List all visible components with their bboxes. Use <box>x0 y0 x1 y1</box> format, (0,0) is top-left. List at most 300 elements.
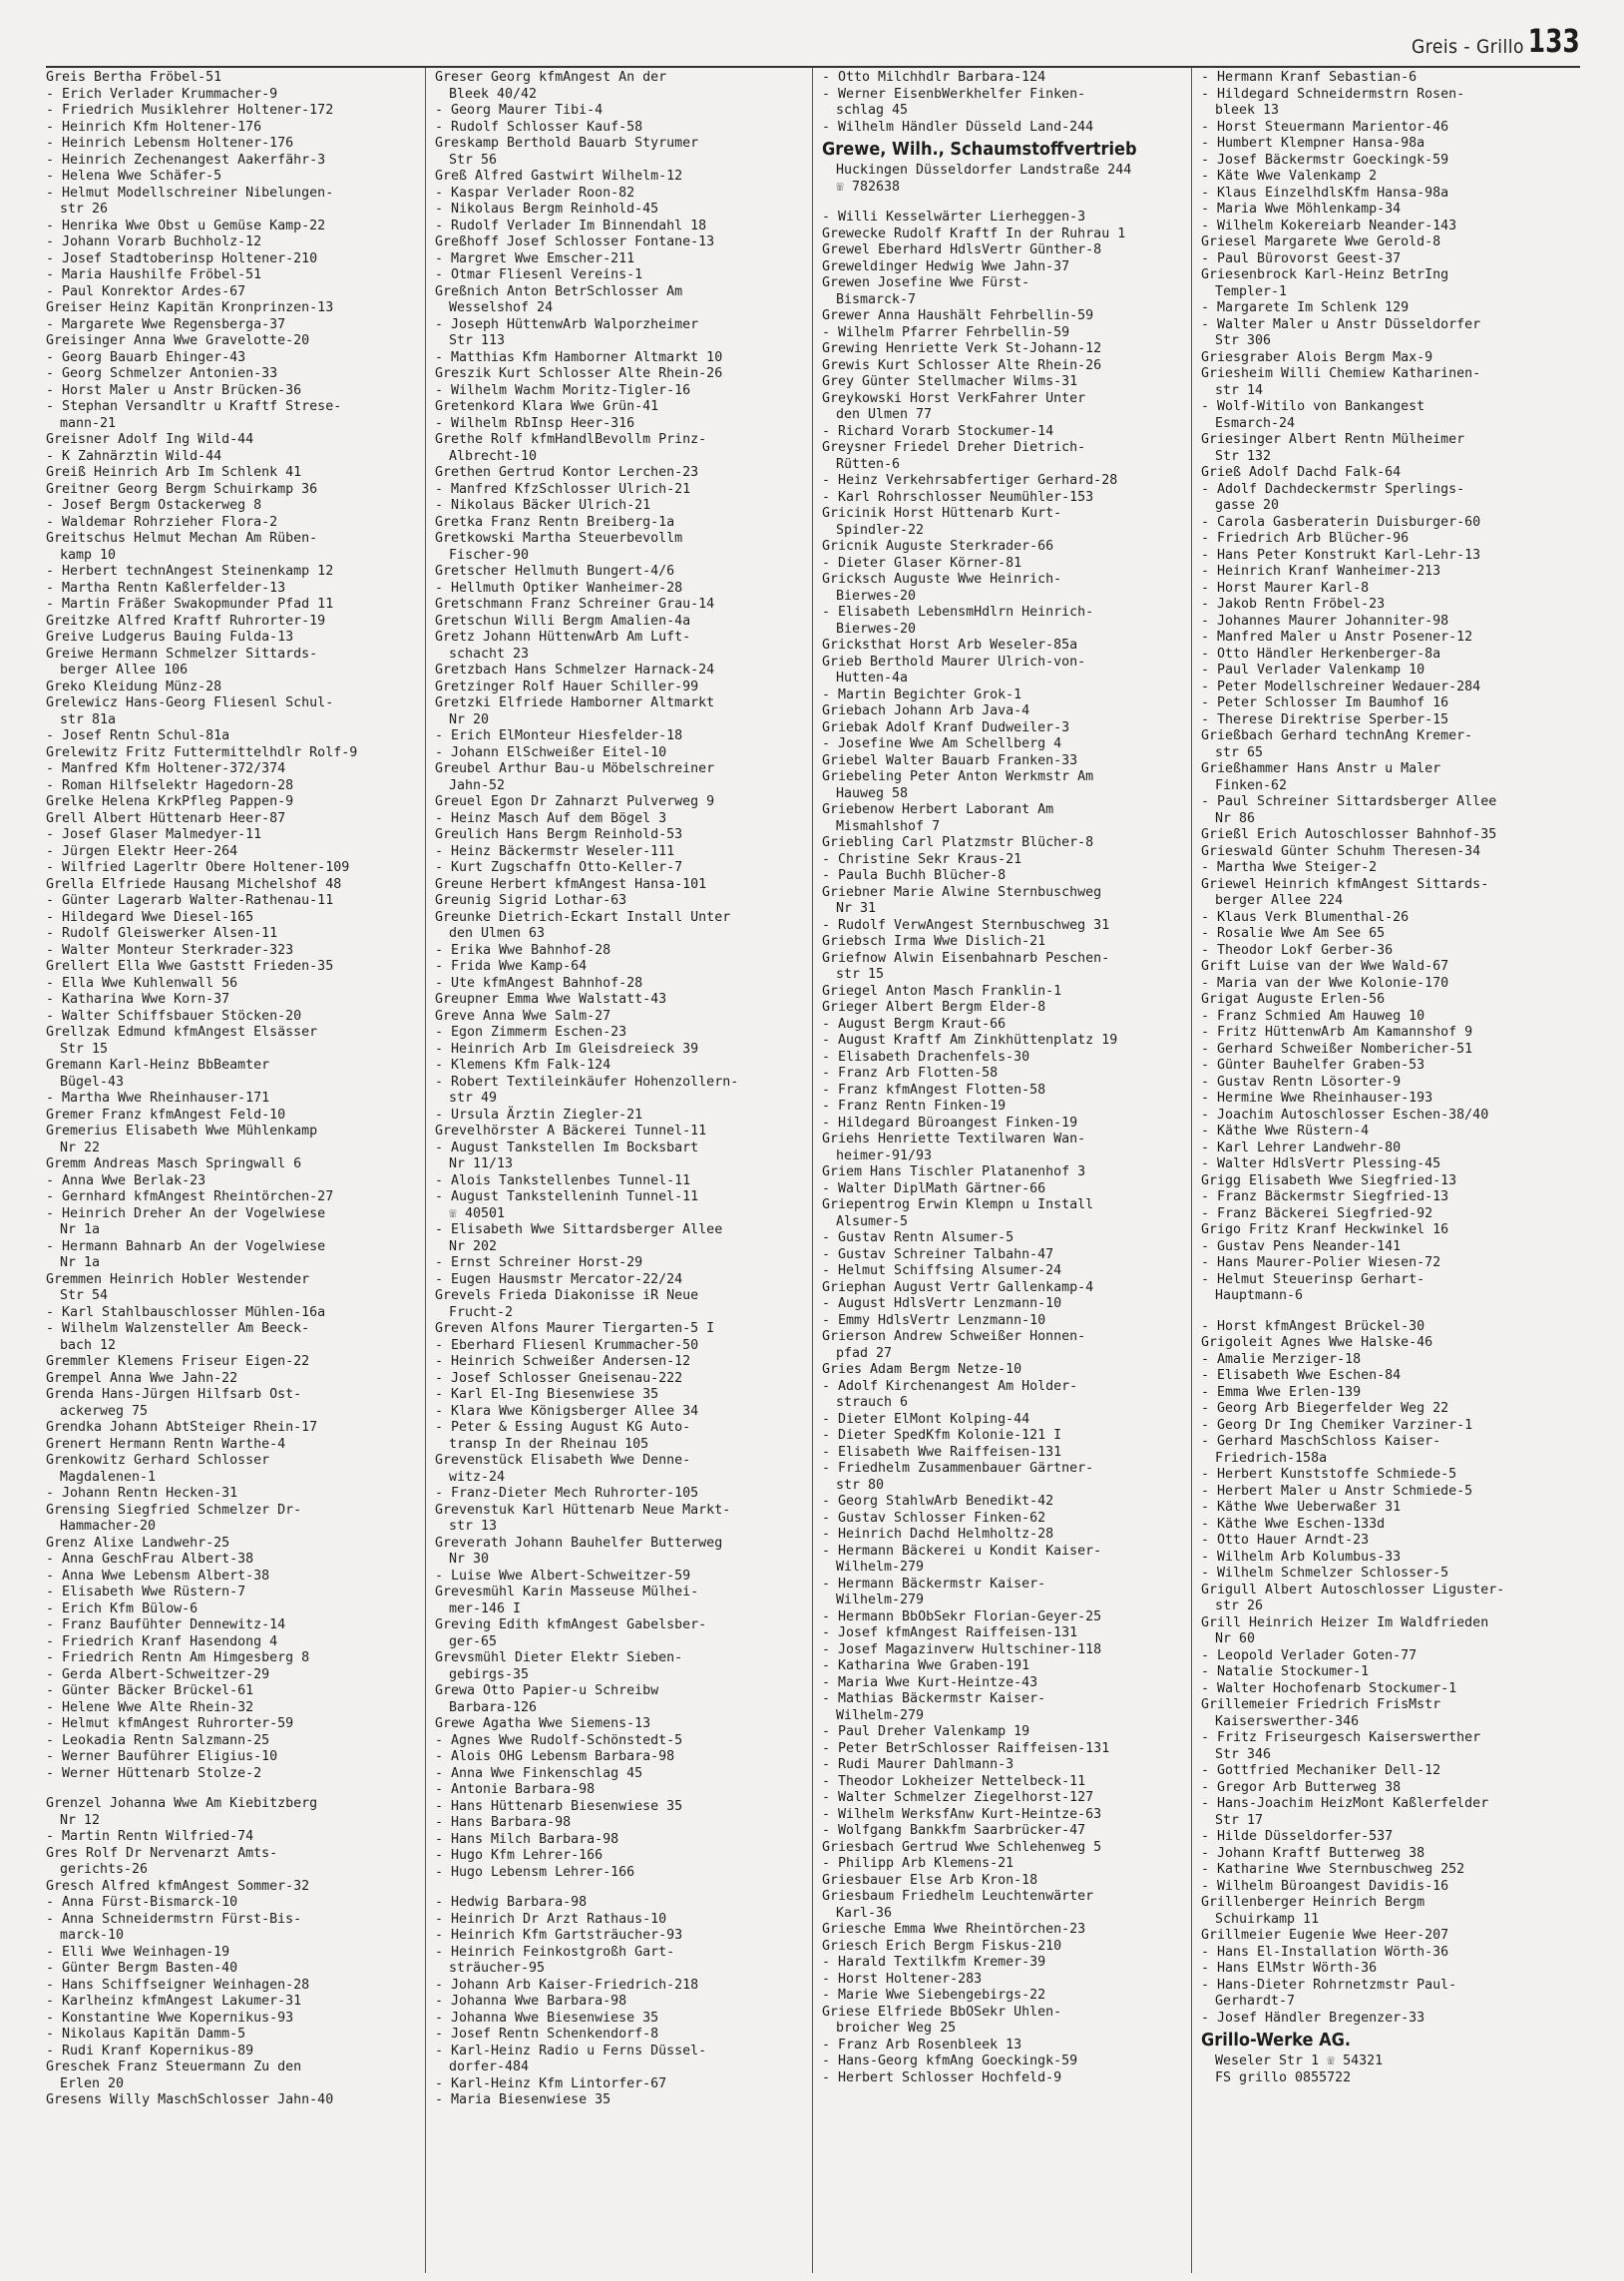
sub-entry: - Helmut Schiffsing Alsumer-24 <box>822 1263 1062 1278</box>
directory-entry: Greko Kleidung Münz-28 <box>46 679 222 694</box>
sub-entry: - Otto Milchhdlr Barbara-124 <box>822 70 1046 85</box>
entry-continuation: Templer-1 <box>1215 283 1288 299</box>
directory-entry: Greune Herbert kfmAngest Hansa-101 <box>435 876 707 892</box>
entry-continuation: ☏ 782638 <box>836 179 901 195</box>
directory-entry: Griesch Erich Bergm Fiskus-210 <box>822 1938 1062 1954</box>
sub-entry: - Paul Konrektor Ardes-67 <box>46 283 246 299</box>
directory-entry: Griesgraber Alois Bergm Max-9 <box>1201 349 1433 365</box>
sub-entry: - Günter Bergm Basten-40 <box>46 1961 238 1976</box>
sub-entry: - Heinrich Feinkostgroßh Gart- <box>435 1944 675 1960</box>
sub-entry: - Peter & Essing August KG Auto- <box>435 1420 691 1435</box>
entry-continuation: Schuirkamp 11 <box>1215 1911 1320 1927</box>
sub-entry: - Käthe Wwe Rüstern-4 <box>1201 1124 1370 1139</box>
entry-continuation: transp In der Rheinau 105 <box>449 1436 649 1452</box>
directory-entry: Grevesmühl Karin Masseuse Mülhei- <box>435 1585 699 1599</box>
sub-entry: - Hans-Dieter Rohrnetzmstr Paul- <box>1201 1977 1457 1993</box>
sub-entry: - Jürgen Elektr Heer-264 <box>46 843 238 859</box>
directory-entry: Grendka Johann AbtSteiger Rhein-17 <box>46 1420 318 1435</box>
directory-entry: Gretzinger Rolf Hauer Schiller-99 <box>435 679 699 694</box>
entry-continuation: Str 306 <box>1215 333 1272 348</box>
sub-entry: - Käthe Wwe Eschen-133d <box>1201 1516 1386 1532</box>
sub-entry: - Anna Wwe Finkenschlag 45 <box>435 1765 643 1781</box>
sub-entry: - Heinrich Lebensm Holtener-176 <box>46 136 294 151</box>
sub-entry: - Johanna Wwe Biesenwiese 35 <box>435 2010 659 2026</box>
sub-entry: - Käte Wwe Valenkamp 2 <box>1201 169 1378 184</box>
sub-entry: - Wilhelm Schmelzer Schlosser-5 <box>1201 1566 1449 1581</box>
entry-continuation: Nr 11/13 <box>449 1156 514 1171</box>
directory-entry: Grenkowitz Gerhard Schlosser <box>46 1453 270 1468</box>
sub-entry: - Peter BetrSchlosser Raiffeisen-131 <box>822 1740 1110 1756</box>
sub-entry: - Hans ElMstr Wörth-36 <box>1201 1961 1378 1976</box>
sub-entry: - Elisabeth Drachenfels-30 <box>822 1049 1030 1065</box>
entry-continuation: Alsumer-5 <box>836 1213 909 1229</box>
directory-column-1 <box>46 70 425 2109</box>
directory-entry: Greisinger Anna Wwe Gravelotte-20 <box>46 333 310 348</box>
directory-entry: Grewa Otto Papier-u Schreibw <box>435 1683 659 1698</box>
sub-entry: - Johanna Wwe Barbara-98 <box>435 1994 627 2009</box>
directory-entry: Griesheim Willi Chemiew Katharinen- <box>1201 366 1481 381</box>
sub-entry: - Nikolaus Bäcker Ulrich-21 <box>435 498 651 513</box>
firm-heading: Grewe, Wilh., Schaumstoffvertrieb <box>822 139 1137 160</box>
entry-continuation: Spindler-22 <box>836 522 925 538</box>
sub-entry: - Egon Zimmerm Eschen-23 <box>435 1025 627 1040</box>
sub-entry: - Wilhelm Büroangest Davidis-16 <box>1201 1878 1449 1894</box>
sub-entry: - Carola Gasberaterin Duisburger-60 <box>1201 514 1481 530</box>
sub-entry: - Johannes Maurer Johanniter-98 <box>1201 613 1449 629</box>
directory-entry: Griebeling Peter Anton Werkmstr Am <box>822 769 1094 784</box>
sub-entry: - Werner Bauführer Eligius-10 <box>46 1749 278 1764</box>
entry-continuation: broicher Weg 25 <box>836 2021 957 2036</box>
entry-continuation: mann-21 <box>60 415 117 431</box>
sub-entry: - Eberhard Fliesenl Krummacher-50 <box>435 1337 699 1353</box>
page-number: 133 <box>1527 22 1580 60</box>
directory-entry: Greysner Friedel Dreher Dietrich- <box>822 440 1086 455</box>
directory-entry: Greiser Heinz Kapitän Kronprinzen-13 <box>46 300 334 315</box>
sub-entry: - Paula Buchh Blücher-8 <box>822 868 1007 883</box>
entry-continuation: Nr 1a <box>60 1255 101 1270</box>
entry-continuation: Hauptmann-6 <box>1215 1288 1304 1303</box>
entry-continuation: ☏ 40501 <box>449 1205 506 1221</box>
sub-entry: - Johann Vorarb Buchholz-12 <box>46 234 262 249</box>
directory-entry: Grieß Adolf Dachd Falk-64 <box>1201 465 1402 480</box>
directory-entry: Griebsch Irma Wwe Dislich-21 <box>822 934 1046 949</box>
directory-entry: Grevsmühl Dieter Elektr Sieben- <box>435 1650 683 1665</box>
sub-entry: - Kaspar Verlader Roon-82 <box>435 185 635 201</box>
directory-entry: Greunke Dietrich-Eckart Install Unter <box>435 909 731 925</box>
entry-continuation: Erlen 20 <box>60 2075 125 2091</box>
directory-entry: Griebach Johann Arb Java-4 <box>822 703 1030 718</box>
directory-entry: Grewen Josefine Wwe Fürst- <box>822 275 1030 290</box>
sub-entry: - Henrika Wwe Obst u Gemüse Kamp-22 <box>46 218 326 233</box>
entry-continuation: str 14 <box>1215 382 1264 398</box>
directory-entry: Griepentrog Erwin Klempn u Install <box>822 1197 1094 1212</box>
sub-entry: - Werner EisenbWerkhelfer Finken- <box>822 86 1086 102</box>
sub-entry: - Gustav Schlosser Finken-62 <box>822 1510 1046 1526</box>
directory-entry: Grella Elfriede Hausang Michelshof 48 <box>46 876 342 892</box>
sub-entry: - Rudolf VerwAngest Sternbuschweg 31 <box>822 917 1110 933</box>
sub-entry: - Franz Arb Flotten-58 <box>822 1066 999 1081</box>
entry-gap <box>822 196 1201 210</box>
sub-entry: - Maria Wwe Kurt-Heintze-43 <box>822 1674 1038 1690</box>
sub-entry: - Werner Hüttenarb Stolze-2 <box>46 1765 262 1781</box>
directory-entry: Gretzki Elfriede Hamborner Altmarkt <box>435 695 715 710</box>
sub-entry: - Gustav Rentn Lösorter-9 <box>1201 1074 1402 1090</box>
directory-entry: Grethe Rolf kfmHandlBevollm Prinz- <box>435 432 707 447</box>
entry-continuation: Barbara-126 <box>449 1699 538 1715</box>
sub-entry: - Heinrich Kfm Gartsträucher-93 <box>435 1928 683 1943</box>
entry-continuation: den Ulmen 63 <box>449 926 546 941</box>
sub-entry: - Erich Kfm Bülow-6 <box>46 1600 199 1616</box>
sub-entry: - Georg StahlwArb Benedikt-42 <box>822 1494 1054 1509</box>
sub-entry: - Hildegard Schneidermstrn Rosen- <box>1201 86 1465 102</box>
sub-entry: - Therese Direktrise Sperber-15 <box>1201 711 1449 727</box>
entry-continuation: Nr 31 <box>836 901 877 916</box>
directory-entry: Gricinik Horst Hüttenarb Kurt- <box>822 506 1062 521</box>
sub-entry: - Leokadia Rentn Salzmann-25 <box>46 1732 270 1748</box>
directory-entry: Greitner Georg Bergm Schuirkamp 36 <box>46 481 318 497</box>
sub-entry: - Erika Wwe Bahnhof-28 <box>435 942 611 958</box>
entry-continuation: Nr 12 <box>60 1812 101 1828</box>
directory-entry: Greykowski Horst VerkFahrer Unter <box>822 390 1086 406</box>
entry-continuation: marck-10 <box>60 1928 125 1943</box>
sub-entry: - Elisabeth Wwe Raiffeisen-131 <box>822 1444 1062 1460</box>
directory-entry: Grethen Gertrud Kontor Lerchen-23 <box>435 465 699 480</box>
entry-continuation: sträucher-95 <box>449 1961 546 1976</box>
directory-entry: Griebel Walter Bauarb Franken-33 <box>822 752 1078 768</box>
sub-entry: - Hugo Kfm Lehrer-166 <box>435 1848 604 1863</box>
sub-entry: - August Kraftf Am Zinkhüttenplatz 19 <box>822 1033 1118 1048</box>
sub-entry: - Antonie Barbara-98 <box>435 1782 596 1797</box>
sub-entry: - Gottfried Mechaniker Dell-12 <box>1201 1763 1441 1778</box>
directory-entry: Gretkowski Martha Steuerbevollm <box>435 531 683 546</box>
sub-entry: - Johann Kraftf Butterweg 38 <box>1201 1845 1425 1861</box>
sub-entry: - Alois OHG Lebensm Barbara-98 <box>435 1749 675 1764</box>
sub-entry: - August Bergm Kraut-66 <box>822 1016 1007 1032</box>
entry-continuation: berger Allee 106 <box>60 663 189 678</box>
directory-entry: Gretzbach Hans Schmelzer Harnack-24 <box>435 663 715 678</box>
sub-entry: - Fritz HüttenwArb Am Kamannshof 9 <box>1201 1025 1473 1040</box>
sub-entry: - Franz kfmAngest Flotten-58 <box>822 1082 1046 1098</box>
sub-entry: - Heinrich Dreher An der Vogelwiese <box>46 1205 326 1221</box>
sub-entry: - Günter Bauhelfer Graben-53 <box>1201 1058 1425 1073</box>
sub-entry: - Franz Bäckermstr Siegfried-13 <box>1201 1189 1449 1204</box>
sub-entry: - Leopold Verlader Goten-77 <box>1201 1647 1418 1663</box>
sub-entry: - Heinz Verkehrsabfertiger Gerhard-28 <box>822 473 1118 488</box>
directory-entry: Greßnich Anton BetrSchlosser Am <box>435 283 683 299</box>
sub-entry: - Margarete Wwe Regensberga-37 <box>46 316 286 332</box>
directory-entry: Grigull Albert Autoschlosser Liguster- <box>1201 1582 1505 1597</box>
directory-column-3 <box>822 70 1201 2086</box>
sub-entry: - Herbert technAngest Steinenkamp 12 <box>46 564 334 579</box>
directory-entry: Grigg Elisabeth Wwe Siegfried-13 <box>1201 1172 1457 1188</box>
directory-entry: Gretschmann Franz Schreiner Grau-14 <box>435 597 715 612</box>
sub-entry: - Hans Milch Barbara-98 <box>435 1831 619 1847</box>
sub-entry: - Wilfried Lagerltr Obere Holtener-109 <box>46 860 350 875</box>
sub-entry: - Natalie Stockumer-1 <box>1201 1664 1370 1679</box>
sub-entry: - Emmy HdlsVertr Lenzmann-10 <box>822 1312 1046 1328</box>
sub-entry: - Herbert Schlosser Hochfeld-9 <box>822 2069 1062 2085</box>
entry-continuation: kamp 10 <box>60 547 117 563</box>
entry-continuation: Finken-62 <box>1215 777 1288 793</box>
directory-entry: Grelewitz Fritz Futtermittelhdlr Rolf-9 <box>46 744 358 760</box>
sub-entry: - Adolf Dachdeckermstr Sperlings- <box>1201 481 1465 497</box>
sub-entry: - Helene Wwe Alte Rhein-32 <box>46 1699 254 1715</box>
sub-entry: - Hermann Bäckerei u Kondit Kaiser- <box>822 1543 1102 1559</box>
entry-continuation: str 26 <box>1215 1598 1264 1613</box>
sub-entry: - Martha Rentn Kaßlerfelder-13 <box>46 580 286 596</box>
directory-entry: Greweldinger Hedwig Wwe Jahn-37 <box>822 258 1070 274</box>
sub-entry: - Helena Wwe Schäfer-5 <box>46 169 222 184</box>
sub-entry: - Josef Händler Bregenzer-33 <box>1201 2010 1425 2026</box>
sub-entry: - Horst Holtener-283 <box>822 1971 983 1987</box>
sub-entry: - Gregor Arb Butterweg 38 <box>1201 1779 1402 1795</box>
directory-entry: Gresens Willy MaschSchlosser Jahn-40 <box>46 2092 334 2107</box>
entry-continuation: gerichts-26 <box>60 1862 149 1877</box>
directory-entry: Grigo Fritz Kranf Heckwinkel 16 <box>1201 1222 1449 1237</box>
directory-entry: Grießhammer Hans Anstr u Maler <box>1201 761 1441 776</box>
sub-entry: - Elisabeth Wwe Sittardsberger Allee <box>435 1222 723 1237</box>
entry-continuation: Mismahlshof 7 <box>836 818 941 834</box>
sub-entry: - Rudolf Verlader Im Binnendahl 18 <box>435 218 707 233</box>
sub-entry: - Helmut Steuerinsp Gerhart- <box>1201 1271 1425 1287</box>
directory-entry: Gretz Johann HüttenwArb Am Luft- <box>435 630 691 645</box>
sub-entry: - Otto Hauer Arndt-23 <box>1201 1533 1370 1548</box>
sub-entry: - Walter Schmelzer Ziegelhorst-127 <box>822 1790 1094 1805</box>
entry-continuation: str 15 <box>836 967 885 982</box>
sub-entry: - Heinz Bäckermstr Weseler-111 <box>435 843 675 859</box>
directory-entry: Grigat Auguste Erlen-56 <box>1201 992 1386 1007</box>
sub-entry: - Paul Schreiner Sittardsberger Allee <box>1201 794 1497 809</box>
sub-entry: - Erich Verlader Krummacher-9 <box>46 86 278 102</box>
sub-entry: - Josef Rentn Schul-81a <box>46 728 230 743</box>
sub-entry: - Friedhelm Zusammenbauer Gärtner- <box>822 1461 1094 1476</box>
directory-entry: Greive Ludgerus Bauing Fulda-13 <box>46 630 294 645</box>
directory-entry: Greven Alfons Maurer Tiergarten-5 I <box>435 1321 715 1336</box>
sub-entry: - Franz Schmied Am Hauweg 10 <box>1201 1008 1425 1024</box>
sub-entry: - Herbert Maler u Anstr Schmiede-5 <box>1201 1483 1473 1499</box>
directory-entry: Greving Edith kfmAngest Gabelsber- <box>435 1617 707 1632</box>
entry-continuation: str 65 <box>1215 744 1264 760</box>
sub-entry: - Friedrich Kranf Hasendong 4 <box>46 1633 278 1649</box>
sub-entry: - Heinrich Zechenangest Aakerfähr-3 <box>46 152 326 168</box>
sub-entry: - Alois Tankstellenbes Tunnel-11 <box>435 1172 691 1188</box>
directory-entry: Griewel Heinrich kfmAngest Sittards- <box>1201 876 1489 892</box>
directory-entry: Grillemeier Friedrich FrisMstr <box>1201 1697 1441 1712</box>
sub-entry: - Anna GeschFrau Albert-38 <box>46 1552 254 1567</box>
entry-continuation: Str 113 <box>449 333 506 348</box>
entry-continuation: Friedrich-158a <box>1215 1450 1328 1466</box>
directory-entry: Gretka Franz Rentn Breiberg-1a <box>435 514 675 530</box>
sub-entry: - Philipp Arb Klemens-21 <box>822 1856 1015 1871</box>
directory-entry: Grempel Anna Wwe Jahn-22 <box>46 1370 238 1386</box>
sub-entry: - Martin Fräßer Swakopmunder Pfad 11 <box>46 597 334 612</box>
sub-entry: - Paul Bürovorst Geest-37 <box>1201 250 1402 266</box>
sub-entry: - Stephan Versandltr u Kraftf Strese- <box>46 399 342 414</box>
directory-entry: Greß Alfred Gastwirt Wilhelm-12 <box>435 169 683 184</box>
sub-entry: - Franz Arb Rosenbleek 13 <box>822 2037 1022 2053</box>
directory-entry: Greszik Kurt Schlosser Alte Rhein-26 <box>435 366 723 381</box>
sub-entry: - Wilhelm Wachm Moritz-Tigler-16 <box>435 382 691 398</box>
sub-entry: - Franz Baufühter Dennewitz-14 <box>46 1617 286 1632</box>
sub-entry: - Heinrich Kfm Holtener-176 <box>46 119 262 135</box>
entry-continuation: Hutten-4a <box>836 671 909 685</box>
directory-entry: Greuel Egon Dr Zahnarzt Pulverweg 9 <box>435 794 715 809</box>
sub-entry: - Robert Textileinkäufer Hohenzollern- <box>435 1074 739 1090</box>
sub-entry: - Ella Wwe Kuhlenwall 56 <box>46 975 238 991</box>
sub-entry: - Mathias Bäckermstr Kaiser- <box>822 1691 1046 1706</box>
sub-entry: - Walter Maler u Anstr Düsseldorfer <box>1201 316 1481 332</box>
sub-entry: - Margret Wwe Emscher-211 <box>435 250 635 266</box>
sub-entry: - Dieter ElMont Kolping-44 <box>822 1411 1030 1427</box>
sub-entry: - Walter DiplMath Gärtner-66 <box>822 1180 1046 1196</box>
entry-continuation: Bismarck-7 <box>836 291 917 307</box>
entry-continuation: strauch 6 <box>836 1395 909 1410</box>
sub-entry: - Waldemar Rohrzieher Flora-2 <box>46 514 278 530</box>
directory-entry: Griesche Emma Wwe Rheintörchen-23 <box>822 1922 1086 1937</box>
sub-entry: - Günter Bäcker Brückel-61 <box>46 1683 254 1698</box>
entry-continuation: gebirgs-35 <box>449 1666 530 1682</box>
entry-continuation: Nr 20 <box>449 711 490 727</box>
entry-continuation: berger Allee 224 <box>1215 893 1344 908</box>
sub-entry: - Karl El-Ing Biesenwiese 35 <box>435 1387 659 1402</box>
sub-entry: - Franz Bäckerei Siegfried-92 <box>1201 1205 1433 1221</box>
directory-entry: Grevels Frieda Diakonisse iR Neue <box>435 1288 699 1303</box>
sub-entry: - Josef Glaser Malmedyer-11 <box>46 827 262 842</box>
sub-entry: - Elisabeth Wwe Eschen-84 <box>1201 1368 1402 1383</box>
sub-entry: - Heinrich Arb Im Gleisdreieck 39 <box>435 1041 699 1057</box>
entry-continuation: bach 12 <box>60 1337 117 1353</box>
directory-entry: Greser Georg kfmAngest An der <box>435 70 667 85</box>
directory-entry: Greschek Franz Steuermann Zu den <box>46 2059 302 2074</box>
sub-entry: - Konstantine Wwe Kopernikus-93 <box>46 2010 294 2026</box>
directory-entry: Griebling Carl Platzmstr Blücher-8 <box>822 835 1094 850</box>
sub-entry: - Maria Biesenwiese 35 <box>435 2092 611 2107</box>
entry-gap <box>435 1881 814 1895</box>
directory-entry: Gremmler Klemens Friseur Eigen-22 <box>46 1354 310 1369</box>
directory-entry: Greis Bertha Fröbel-51 <box>46 70 222 85</box>
entry-continuation: Bierwes-20 <box>836 621 917 637</box>
directory-entry: Greisner Adolf Ing Wild-44 <box>46 432 254 447</box>
sub-entry: - Fritz Friseurgesch Kaiserswerther <box>1201 1730 1481 1745</box>
sub-entry: - Klemens Kfm Falk-124 <box>435 1058 611 1073</box>
directory-entry: Grellert Ella Wwe Gaststt Frieden-35 <box>46 959 334 974</box>
sub-entry: - Horst Maler u Anstr Brücken-36 <box>46 382 302 398</box>
directory-entry: Grewer Anna Haushält Fehrbellin-59 <box>822 308 1094 323</box>
directory-entry: Grewel Eberhard HdlsVertr Günther-8 <box>822 242 1102 257</box>
sub-entry: - August Tankstelleninh Tunnel-11 <box>435 1189 699 1204</box>
sub-entry: - Matthias Kfm Hamborner Altmarkt 10 <box>435 349 723 365</box>
entry-continuation: Wilhelm-279 <box>836 1707 925 1723</box>
sub-entry: - Peter Modellschreiner Wedauer-284 <box>1201 679 1481 694</box>
sub-entry: - Karl Rohrschlosser Neumühler-153 <box>822 489 1094 505</box>
entry-continuation: FS grillo 0855722 <box>1215 2069 1352 2085</box>
entry-continuation: schacht 23 <box>449 646 530 662</box>
sub-entry: - Manfred Kfm Holtener-372/374 <box>46 761 286 776</box>
entry-continuation: Str 346 <box>1215 1746 1272 1762</box>
directory-entry: Grießbach Gerhard technAng Kremer- <box>1201 728 1473 743</box>
directory-entry: Grey Günter Stellmacher Wilms-31 <box>822 374 1078 389</box>
sub-entry: - Hans Schiffseigner Weinhagen-28 <box>46 1977 310 1993</box>
sub-entry: - Manfred KfzSchlosser Ulrich-21 <box>435 481 691 497</box>
sub-entry: - Helmut Modellschreiner Nibelungen- <box>46 185 334 201</box>
sub-entry: - Georg Schmelzer Antonien-33 <box>46 366 278 381</box>
sub-entry: - Paul Dreher Valenkamp 19 <box>822 1724 1030 1739</box>
sub-entry: - Hans-Georg kfmAng Goeckingk-59 <box>822 2053 1078 2068</box>
directory-entry: Greitzke Alfred Kraftf Ruhrorter-19 <box>46 613 326 629</box>
sub-entry: - Adolf Kirchenangest Am Holder- <box>822 1378 1078 1394</box>
page-header <box>0 0 1624 62</box>
sub-entry: - Klara Wwe Königsberger Allee 34 <box>435 1403 699 1419</box>
sub-entry: - Wilhelm WerksfAnw Kurt-Heintze-63 <box>822 1806 1102 1822</box>
entry-continuation: Hauweg 58 <box>836 785 909 801</box>
entry-continuation: Nr 22 <box>60 1140 101 1155</box>
entry-continuation: Nr 1a <box>60 1222 101 1237</box>
sub-entry: - Karl Stahlbauschlosser Mühlen-16a <box>46 1304 326 1320</box>
sub-entry: - Johann Arb Kaiser-Friedrich-218 <box>435 1977 699 1993</box>
entry-continuation: Nr 30 <box>449 1552 490 1567</box>
sub-entry: - Martha Wwe Rheinhauser-171 <box>46 1091 270 1106</box>
directory-entry: Greverath Johann Bauhelfer Butterweg <box>435 1535 723 1551</box>
directory-entry: Greupner Emma Wwe Walstatt-43 <box>435 992 667 1007</box>
directory-entry: Gries Adam Bergm Netze-10 <box>822 1362 1022 1377</box>
sub-entry: - Walter Schiffsbauer Stöcken-20 <box>46 1008 302 1024</box>
directory-entry: Greve Anna Wwe Salm-27 <box>435 1008 611 1024</box>
sub-entry: - Joseph HüttenwArb Walporzheimer <box>435 316 699 332</box>
sub-entry: - Manfred Maler u Anstr Posener-12 <box>1201 630 1473 645</box>
firm-heading: Grillo-Werke AG. <box>1201 2030 1352 2051</box>
sub-entry: - Josef Bergm Ostackerweg 8 <box>46 498 262 513</box>
sub-entry: - Margarete Im Schlenk 129 <box>1201 300 1410 315</box>
sub-entry: - Helmut kfmAngest Ruhrorter-59 <box>46 1716 294 1731</box>
directory-entry: Grill Heinrich Heizer Im Waldfrieden <box>1201 1614 1489 1630</box>
directory-entry: Griesenbrock Karl-Heinz BetrIng <box>1201 267 1449 282</box>
sub-entry: - August Tankstellen Im Bocksbart <box>435 1140 699 1155</box>
sub-entry: - Hilde Düsseldorfer-537 <box>1201 1829 1394 1844</box>
sub-entry: - Nikolaus Kapitän Damm-5 <box>46 2027 246 2042</box>
entry-continuation: Hammacher-20 <box>60 1519 157 1534</box>
directory-entry: Greiwe Hermann Schmelzer Sittards- <box>46 646 318 662</box>
sub-entry: - Rudi Maurer Dahlmann-3 <box>822 1757 1015 1772</box>
sub-entry: - Otmar Fliesenl Vereins-1 <box>435 267 643 282</box>
sub-entry: - Martin Begichter Grok-1 <box>822 686 1022 702</box>
sub-entry: - Walter Hochofenarb Stockumer-1 <box>1201 1680 1457 1696</box>
entry-continuation: Str 15 <box>60 1041 109 1057</box>
sub-entry: - Nikolaus Bergm Reinhold-45 <box>435 202 659 217</box>
directory-entry: Gremann Karl-Heinz BbBeamter <box>46 1058 270 1073</box>
sub-entry: - Gustav Pens Neander-141 <box>1201 1238 1402 1254</box>
entry-continuation: Str 132 <box>1215 448 1272 464</box>
entry-continuation: ger-65 <box>449 1633 498 1649</box>
sub-entry: - Hans Peter Konstrukt Karl-Lehr-13 <box>1201 547 1481 563</box>
directory-entry: Griebak Adolf Kranf Dudweiler-3 <box>822 719 1070 735</box>
sub-entry: - Dieter SpedKfm Kolonie-121 I <box>822 1428 1062 1443</box>
sub-entry: - Theodor Lokheizer Nettelbeck-11 <box>822 1773 1086 1789</box>
sub-entry: - Rudi Kranf Kopernikus-89 <box>46 2043 254 2058</box>
sub-entry: - Elli Wwe Weinhagen-19 <box>46 1944 230 1960</box>
directory-entry: Griesbach Gertrud Wwe Schlehenweg 5 <box>822 1839 1102 1855</box>
entry-continuation: bleek 13 <box>1215 103 1280 118</box>
directory-entry: Grenda Hans-Jürgen Hilfsarb Ost- <box>46 1387 302 1402</box>
entry-continuation: Str 17 <box>1215 1812 1264 1828</box>
sub-entry: - Wilhelm Händler Düsseld Land-244 <box>822 119 1094 135</box>
sub-entry: - Kurt Zugschaffn Otto-Keller-7 <box>435 860 683 875</box>
sub-entry: - Rudolf Schlosser Kauf-58 <box>435 119 643 135</box>
sub-entry: - Wilhelm Pfarrer Fehrbellin-59 <box>822 324 1070 340</box>
entry-continuation: Albrecht-10 <box>449 448 538 464</box>
sub-entry: - Marie Wwe Siebengebirgs-22 <box>822 1988 1046 2003</box>
sub-entry: - Luise Wwe Albert-Schweitzer-59 <box>435 1568 691 1584</box>
directory-entry: Gremerius Elisabeth Wwe Mühlenkamp <box>46 1124 318 1139</box>
